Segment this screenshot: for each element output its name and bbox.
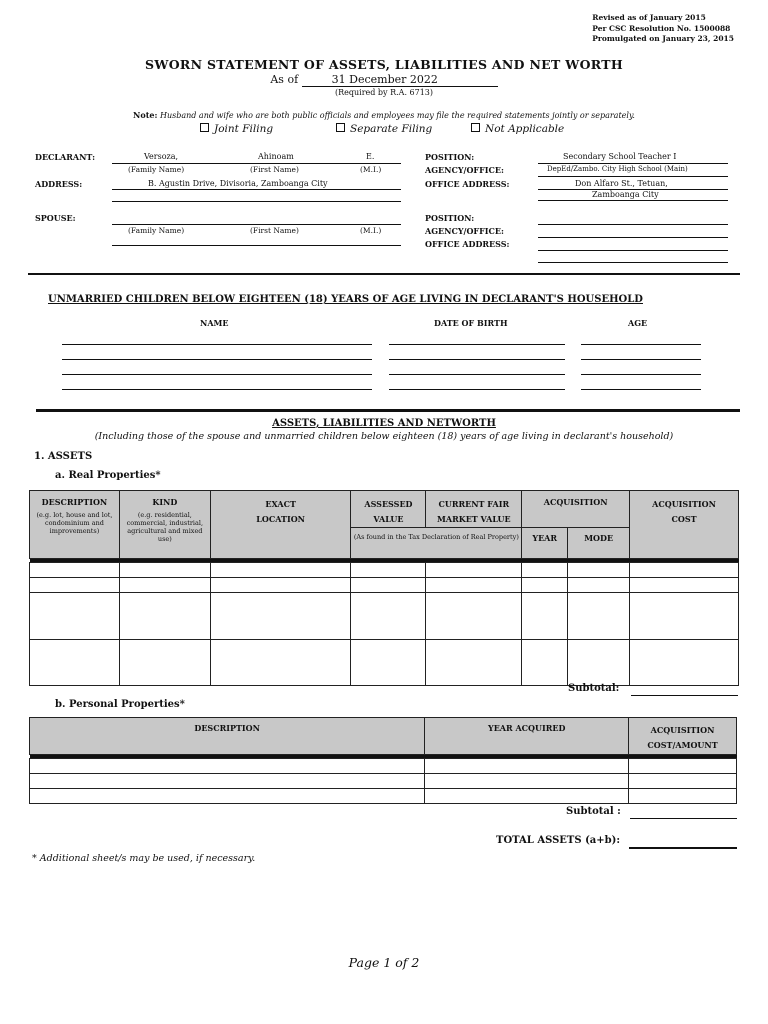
real-properties-table	[29, 490, 739, 686]
section-divider	[36, 409, 740, 412]
spouse-position-label: POSITION:	[425, 213, 475, 223]
children-age-header: AGE	[628, 318, 648, 328]
table-cell[interactable]	[568, 563, 630, 578]
table-cell[interactable]	[210, 640, 351, 686]
real-subtotal-field[interactable]	[631, 695, 738, 696]
child-dob-line[interactable]	[389, 344, 565, 345]
assets-label: 1. ASSETS	[34, 451, 93, 462]
table-cell[interactable]	[568, 640, 630, 686]
spouse-agency-label: AGENCY/OFFICE:	[425, 226, 504, 236]
table-cell[interactable]	[568, 578, 630, 593]
checkbox-icon[interactable]	[336, 123, 345, 132]
office-address-line-2	[538, 200, 728, 201]
table-cell[interactable]	[425, 759, 629, 774]
header-label: CURRENT FAIR	[438, 499, 510, 509]
table-cell[interactable]	[630, 563, 739, 578]
table-cell[interactable]	[119, 578, 210, 593]
table-cell[interactable]	[210, 593, 351, 640]
child-name-line[interactable]	[62, 344, 372, 345]
table-cell[interactable]	[30, 578, 120, 593]
note-label: Note:	[133, 110, 158, 120]
footnote: * Additional sheet/s may be used, if necessary.	[32, 853, 256, 864]
children-name-header: NAME	[200, 318, 229, 328]
table-cell[interactable]	[426, 563, 522, 578]
revision-line: Revised as of January 2015	[592, 13, 706, 22]
child-dob-line[interactable]	[389, 374, 565, 375]
spouse-label: SPOUSE:	[35, 213, 76, 223]
personal-description-header: DESCRIPTION	[30, 718, 425, 755]
table-cell[interactable]	[630, 640, 739, 686]
table-row	[30, 774, 737, 789]
real-properties-label: a. Real Properties*	[55, 470, 161, 481]
table-cell[interactable]	[425, 774, 629, 789]
family-name-caption: (Family Name)	[128, 226, 185, 235]
table-cell[interactable]	[30, 774, 425, 789]
form-title: SWORN STATEMENT OF ASSETS, LIABILITIES AND NET WORTH	[145, 57, 623, 72]
table-cell[interactable]	[630, 578, 739, 593]
total-assets-field[interactable]	[629, 847, 737, 849]
table-row	[30, 640, 739, 686]
table-cell[interactable]	[425, 789, 629, 804]
address-line	[112, 189, 401, 190]
table-cell[interactable]	[629, 789, 737, 804]
spouse-office-address-line-2[interactable]	[538, 262, 728, 263]
real-acquisition-header	[522, 491, 630, 528]
table-cell[interactable]	[119, 593, 210, 640]
personal-year-header: YEAR ACQUIRED	[425, 718, 629, 755]
header-hint: (e.g. lot, house and lot, condominium and improvements)	[36, 511, 113, 535]
real-kind-header	[119, 491, 210, 559]
option-label: Separate Filing	[350, 123, 433, 135]
child-dob-line[interactable]	[389, 389, 565, 390]
resolution-line: Per CSC Resolution No. 1500088	[592, 23, 731, 33]
real-fmv-header	[426, 491, 522, 528]
note	[0, 110, 768, 120]
table-cell[interactable]	[210, 578, 351, 593]
checkbox-icon[interactable]	[471, 123, 480, 132]
table-row	[30, 578, 739, 593]
table-cell[interactable]	[30, 593, 120, 640]
table-cell[interactable]	[30, 759, 425, 774]
real-subtotal-label: Subtotal:	[568, 683, 620, 694]
revision-note	[592, 13, 734, 45]
children-dob-header: DATE OF BIRTH	[434, 318, 508, 328]
declarant-family-name[interactable]: Versoza,	[144, 152, 179, 161]
assets-heading	[0, 418, 768, 429]
header-label: ASSESSED	[364, 499, 413, 509]
table-row	[30, 789, 737, 804]
real-description-header	[30, 491, 120, 559]
spouse-agency-line[interactable]	[538, 237, 728, 238]
not-applicable-option[interactable]	[471, 123, 564, 135]
table-cell[interactable]	[119, 640, 210, 686]
table-row	[30, 593, 739, 640]
table-cell[interactable]	[522, 640, 568, 686]
first-name-caption: (First Name)	[250, 226, 299, 235]
option-label: Not Applicable	[485, 123, 565, 135]
personal-cost-header	[629, 718, 737, 755]
header-label: ACQUISITION	[652, 499, 716, 509]
table-cell[interactable]	[630, 593, 739, 640]
header-label: COST	[671, 514, 697, 524]
mi-caption: (M.I.)	[360, 165, 382, 174]
office-address-2[interactable]: Zamboanga City	[592, 190, 659, 199]
declarant-label: DECLARANT:	[35, 152, 96, 162]
header-label: EXACT	[265, 499, 296, 509]
note-text: Husband and wife who are both public officials and employees may file the required statements jointly or separately.	[159, 111, 635, 120]
table-cell[interactable]	[351, 593, 426, 640]
personal-properties-table	[29, 717, 737, 804]
header-label: ACQUISITION	[543, 497, 608, 507]
assets-subheading: (Including those of the spouse and unmarried children below eighteen (18) years of age living in declarant's household)	[94, 431, 674, 442]
child-dob-line[interactable]	[389, 359, 565, 360]
first-name-caption: (First Name)	[250, 165, 299, 174]
total-assets-label: TOTAL ASSETS (a+b):	[496, 835, 621, 846]
spouse-office-address-line[interactable]	[538, 250, 728, 251]
spouse-address-line[interactable]	[112, 245, 401, 246]
mi-caption: (M.I.)	[360, 226, 382, 235]
child-name-line[interactable]	[62, 389, 372, 390]
header-label: COST/AMOUNT	[647, 740, 718, 750]
table-cell[interactable]	[522, 593, 568, 640]
table-cell[interactable]	[568, 593, 630, 640]
address-label: ADDRESS:	[35, 179, 83, 189]
position-label: POSITION:	[425, 152, 475, 162]
page-number: Page 1 of 2	[348, 955, 420, 970]
table-cell[interactable]	[210, 563, 351, 578]
table-cell[interactable]	[426, 578, 522, 593]
assets-heading-text: ASSETS, LIABILITIES AND NETWORTH	[272, 418, 496, 429]
office-address-label: OFFICE ADDRESS:	[425, 179, 510, 189]
real-year-header: YEAR	[522, 528, 568, 559]
table-cell[interactable]	[522, 563, 568, 578]
table-cell[interactable]	[426, 640, 522, 686]
child-name-line[interactable]	[62, 359, 372, 360]
table-cell[interactable]	[30, 563, 120, 578]
spouse-name-line[interactable]	[112, 224, 401, 225]
joint-filing-option[interactable]	[200, 123, 273, 135]
promulgated-line: Promulgated on January 23, 2015	[592, 34, 734, 43]
declarant-agency[interactable]: DepEd/Zambo. City High School (Main)	[547, 165, 688, 173]
table-row	[30, 563, 739, 578]
agency-label: AGENCY/OFFICE:	[425, 165, 504, 175]
checkbox-icon[interactable]	[200, 123, 209, 132]
header-label: VALUE	[373, 514, 404, 524]
table-cell[interactable]	[629, 774, 737, 789]
required-by: (Required by R.A. 6713)	[334, 88, 434, 97]
as-of-row	[0, 73, 768, 87]
separate-filing-option[interactable]	[336, 123, 432, 135]
table-cell[interactable]	[30, 640, 120, 686]
office-address-1[interactable]: Don Alfaro St., Tetuan,	[575, 179, 668, 188]
real-mode-header: MODE	[568, 528, 630, 559]
child-age-line[interactable]	[581, 344, 701, 345]
table-cell[interactable]	[119, 563, 210, 578]
table-cell[interactable]	[351, 578, 426, 593]
declarant-position[interactable]: Secondary School Teacher I	[563, 152, 677, 161]
table-cell[interactable]	[522, 578, 568, 593]
declarant-mi[interactable]: E.	[366, 152, 375, 161]
table-cell[interactable]	[30, 789, 425, 804]
table-cell[interactable]	[351, 640, 426, 686]
declarant-name-line	[112, 163, 401, 164]
table-cell[interactable]	[426, 593, 522, 640]
position-line	[538, 163, 728, 164]
table-row	[30, 759, 737, 774]
child-age-line[interactable]	[581, 389, 701, 390]
address-line-2	[112, 201, 401, 202]
personal-subtotal-field[interactable]	[630, 818, 737, 819]
real-cost-header	[630, 491, 739, 559]
header-label: MARKET VALUE	[437, 514, 511, 524]
agency-line	[538, 176, 728, 177]
section-divider	[28, 273, 740, 275]
family-name-caption: (Family Name)	[128, 165, 185, 174]
header-label: ACQUISITION	[650, 725, 715, 735]
child-age-line[interactable]	[581, 359, 701, 360]
header-label: DESCRIPTION	[41, 497, 108, 507]
spouse-office-address-label: OFFICE ADDRESS:	[425, 239, 510, 249]
child-name-line[interactable]	[62, 374, 372, 375]
personal-subtotal-label: Subtotal :	[566, 806, 621, 817]
children-heading: UNMARRIED CHILDREN BELOW EIGHTEEN (18) YEARS OF AGE LIVING IN DECLARANT'S HOUSEHOLD	[48, 294, 643, 305]
table-cell[interactable]	[629, 759, 737, 774]
as-of-date-field[interactable]: 31 December 2022	[302, 73, 498, 87]
table-cell[interactable]	[351, 563, 426, 578]
option-label: Joint Filing	[214, 123, 274, 135]
spouse-position-line[interactable]	[538, 224, 728, 225]
header-hint: (e.g. residential, commercial, industrial, agricultural and mixed use)	[126, 511, 204, 543]
personal-properties-label: b. Personal Properties*	[55, 699, 185, 710]
declarant-first-name[interactable]: Ahinoam	[258, 152, 294, 161]
as-of-label: As of	[270, 73, 299, 86]
real-assessed-header	[351, 491, 426, 528]
real-location-header	[210, 491, 351, 559]
tax-declaration-note: (As found in the Tax Declaration of Real Property)	[351, 528, 522, 559]
header-label: LOCATION	[256, 514, 305, 524]
child-age-line[interactable]	[581, 374, 701, 375]
declarant-address[interactable]: B. Agustin Drive, Divisoria, Zamboanga City	[148, 179, 328, 188]
header-label: KIND	[152, 497, 178, 507]
